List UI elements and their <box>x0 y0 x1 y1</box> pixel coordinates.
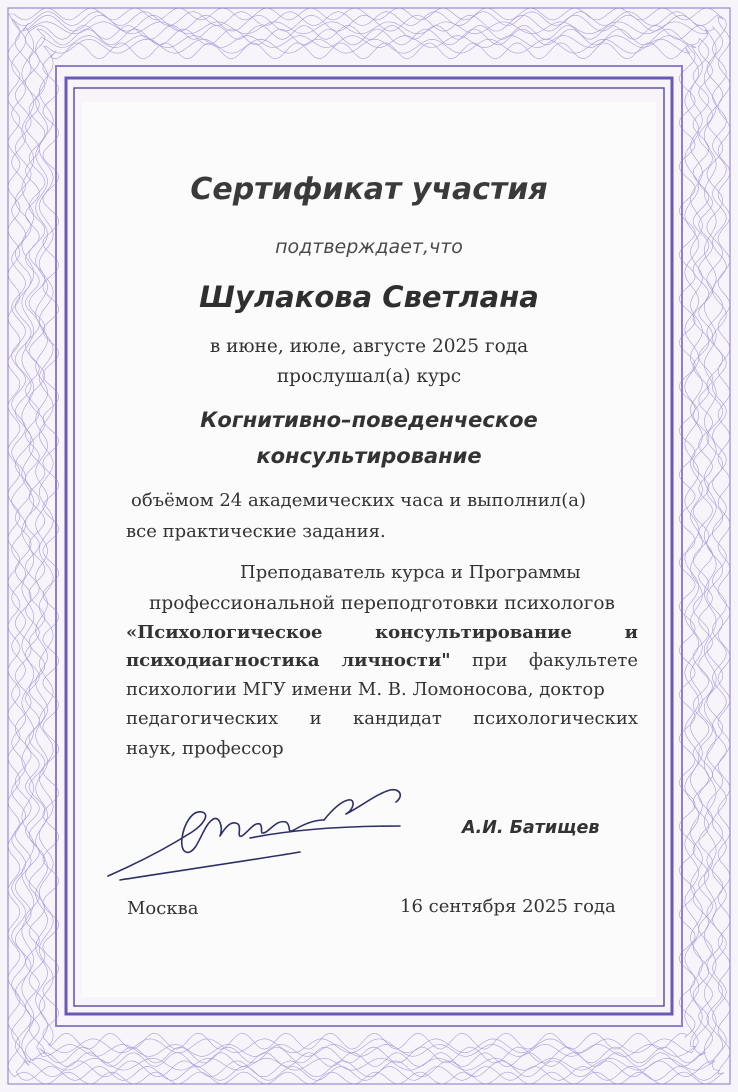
instructor-line2: профессиональной переподготовки психологов <box>149 593 615 614</box>
certificate-title: Сертификат участия <box>190 172 548 207</box>
course-name-line1: Когнитивно–поведенческое <box>200 408 538 432</box>
degree-word2: и <box>309 708 322 729</box>
period-text: в июне, июле, августе 2025 года <box>209 336 529 357</box>
degree-word4: психологических <box>473 708 638 729</box>
instructor-line6 <box>126 708 638 729</box>
program-name-part4: психодиагностика личности" <box>126 650 451 671</box>
recipient-name: Шулакова Светлана <box>199 280 539 314</box>
volume-line2: все практические задания. <box>126 521 386 542</box>
city: Москва <box>127 898 199 919</box>
instructor-line5: психологии МГУ имени М. В. Ломоносова, доктор <box>126 679 605 700</box>
confirms-text: подтверждает,что <box>275 236 463 258</box>
program-name-part2: консультирование <box>375 622 572 643</box>
program-name-part1: «Психологическое <box>126 622 323 643</box>
instructor-line1: Преподаватель курса и Программы <box>240 562 581 583</box>
program-line2 <box>126 650 638 671</box>
faculty-text: при факультете <box>472 650 638 671</box>
program-name-part3: и <box>624 622 638 643</box>
volume-line1: объёмом 24 академических часа и выполнил(а) <box>131 490 586 511</box>
degree-word3: кандидат <box>352 708 442 729</box>
instructor-name: А.И. Батищев <box>462 818 600 838</box>
handwritten-signature <box>100 780 420 890</box>
attended-text: прослушал(а) курс <box>276 366 462 387</box>
issue-date: 16 сентября 2025 года <box>400 896 616 917</box>
instructor-line7: наук, профессор <box>126 738 284 759</box>
course-name-line2: консультирование <box>256 444 482 468</box>
degree-word1: педагогических <box>126 708 279 729</box>
program-line1 <box>126 622 638 643</box>
